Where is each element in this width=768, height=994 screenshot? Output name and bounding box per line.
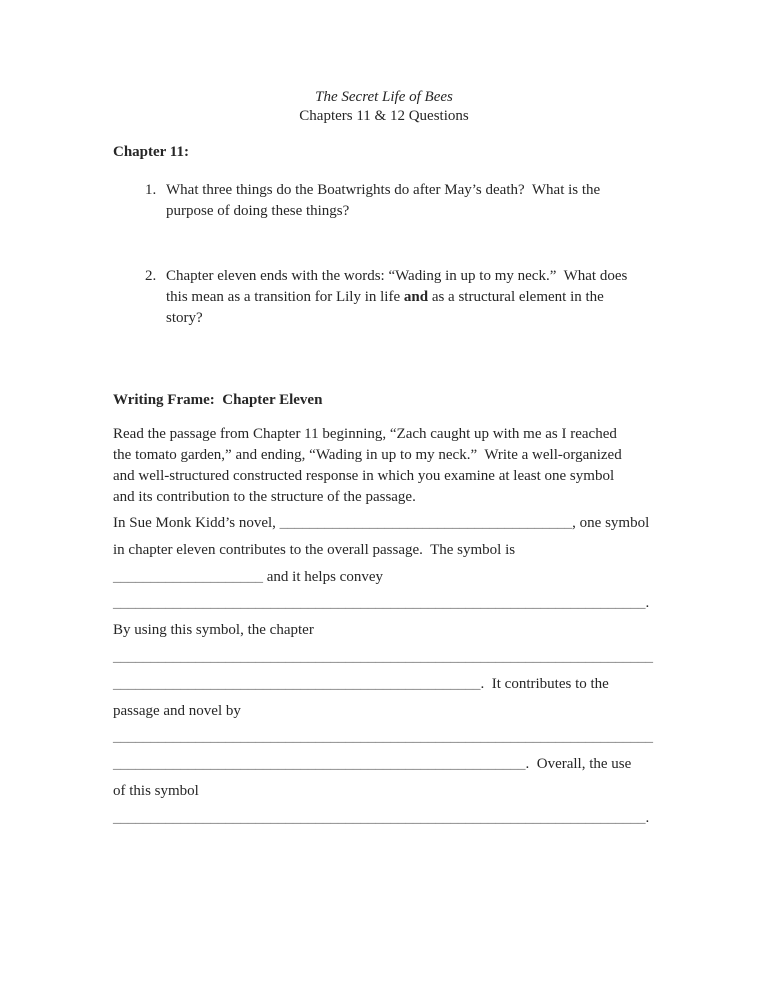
frame-line-6-fill-in-blank: ________________________________________________________________________: [113, 648, 653, 665]
question-1-line-2: purpose of doing these things?: [166, 203, 350, 219]
frame-line-9-fill-in-blank: ________________________________________________________________________: [113, 729, 653, 746]
frame-line-2-text: in chapter eleven contributes to the overall passage. The symbol is: [113, 541, 516, 558]
frame-line-10: [113, 751, 655, 778]
writing-frame-fill-in: [113, 510, 655, 832]
question-2-line-2: [166, 287, 655, 308]
frame-line-4: [113, 590, 655, 617]
document-subtitle: Chapters 11 & 12 Questions: [299, 108, 469, 124]
frame-line-3-fill-in-blank: ____________________: [113, 568, 263, 585]
frame-line-3-text-post: and it helps convey: [263, 568, 383, 585]
frame-line-7-text-post: . It contributes to the: [480, 675, 609, 692]
document-title: The Secret Life of Bees: [315, 89, 453, 105]
question-2-line-3: story?: [166, 310, 203, 326]
chapter-11-heading: Chapter 11:: [113, 144, 189, 160]
question-2-line-1: Chapter eleven ends with the words: “Wading in up to my neck.” What does: [166, 268, 628, 284]
frame-line-1-text: In Sue Monk Kidd’s novel,: [113, 515, 280, 531]
instructions-line-2: the tomato garden,” and ending, “Wading in up to my neck.” Write a well-organized: [113, 447, 622, 463]
question-2: [113, 266, 655, 329]
frame-line-12: [113, 805, 655, 832]
frame-line-7-fill-in-blank: _________________________________________________: [113, 675, 481, 692]
frame-line-5-text: By using this symbol, the chapter: [113, 622, 314, 639]
question-2-text: [166, 266, 655, 329]
frame-line-9: [113, 724, 655, 751]
frame-line-10-fill-in-blank: _______________________________________________________: [113, 756, 526, 773]
writing-frame-instructions: [113, 424, 655, 508]
question-2-line-2-pre: this mean as a transition for Lily in life: [166, 289, 404, 305]
frame-line-11: [113, 778, 655, 805]
frame-line-12-fill-in-blank: _______________________________________________________________________: [113, 809, 646, 826]
frame-line-1-fill-in-blank: _______________________________________: [279, 515, 573, 531]
frame-line-7: [113, 671, 655, 698]
frame-line-3: [113, 564, 655, 591]
frame-line-2: [113, 537, 655, 564]
frame-line-11-text: of this symbol: [113, 782, 199, 799]
frame-line-12-text-post: .: [645, 809, 650, 826]
frame-line-6: [113, 644, 655, 671]
question-1-line-1: What three things do the Boatwrights do after May’s death? What is the: [166, 182, 601, 198]
writing-frame-heading: Writing Frame: Chapter Eleven: [113, 392, 323, 408]
question-1: [113, 180, 655, 222]
frame-line-4-text-post: .: [645, 595, 650, 612]
instructions-line-3: and well-structured constructed response in which you examine at least one symbol: [113, 468, 615, 484]
frame-line-8-text: passage and novel by: [113, 702, 241, 719]
frame-line-4-fill-in-blank: _______________________________________________________________________: [113, 595, 646, 612]
frame-line-10-text-post: . Overall, the use: [525, 756, 632, 773]
question-1-text: [166, 180, 655, 222]
instructions-line-4: and its contribution to the structure of the passage.: [113, 489, 416, 505]
question-2-line-2-post: as a structural element in the: [428, 289, 604, 305]
frame-line-8: [113, 698, 655, 725]
question-1-number: 1.: [145, 182, 157, 198]
instructions-line-1: Read the passage from Chapter 11 beginning, “Zach caught up with me as I reached: [113, 426, 617, 442]
frame-line-1: [113, 510, 655, 537]
question-2-number: 2.: [145, 268, 157, 284]
question-2-bold-and: and: [403, 289, 429, 305]
frame-line-5: [113, 617, 655, 644]
frame-line-1-text-post: , one symbol: [572, 515, 650, 531]
